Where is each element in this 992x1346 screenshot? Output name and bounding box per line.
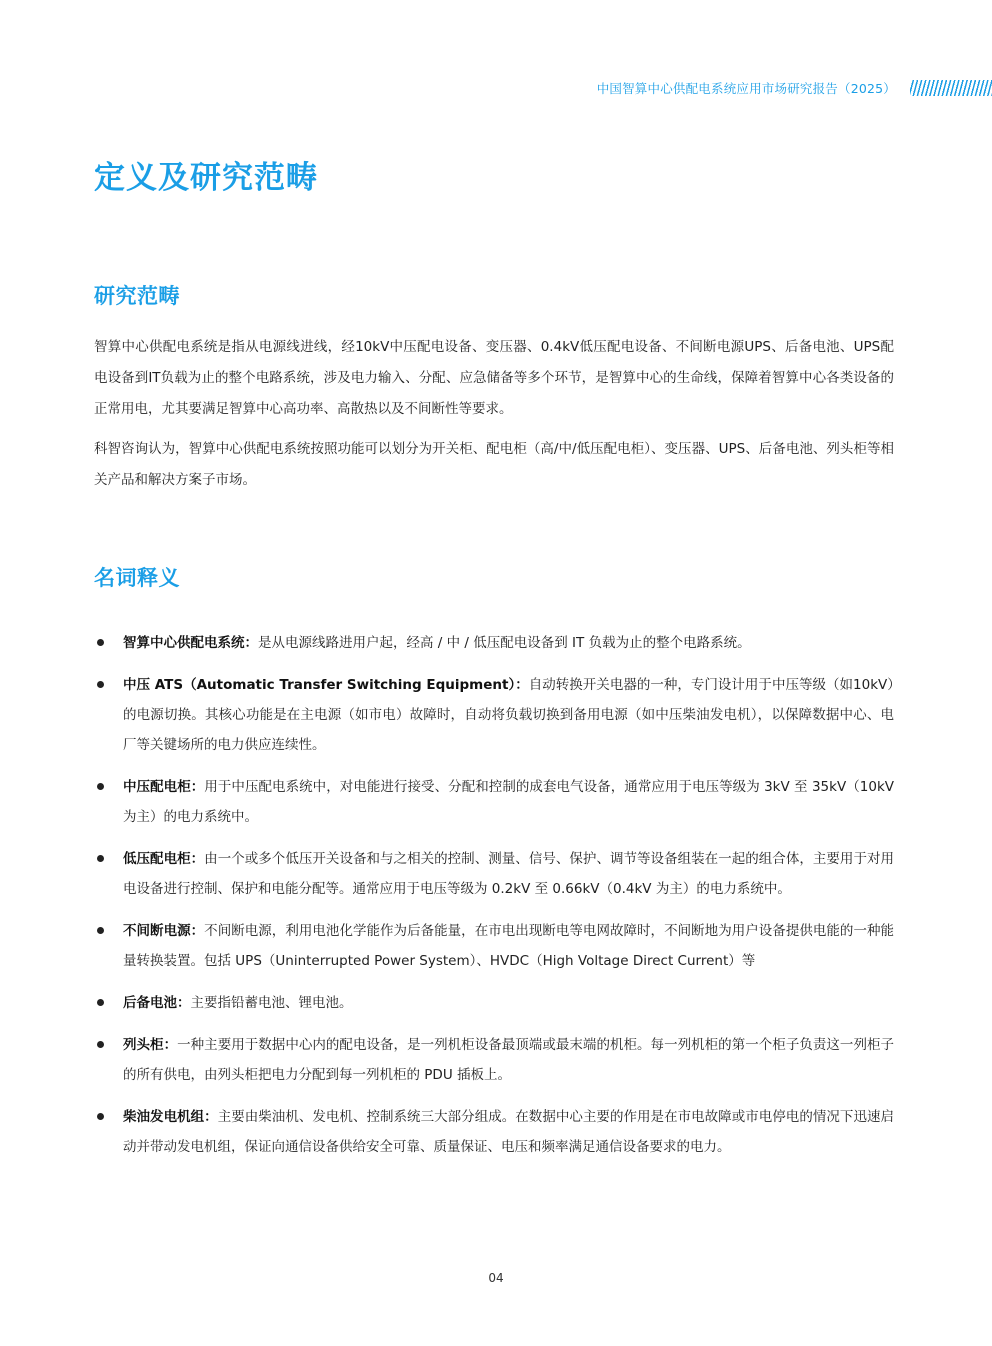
- term-definition: 用于中压配电系统中，对电能进行接受、分配和控制的成套电气设备，通常应用于电压等级为 3kV 至 35kV（10kV 为主）的电力系统中。: [123, 779, 895, 825]
- term-name: 智算中心供配电系统：: [123, 635, 258, 651]
- glossary-item: [94, 988, 894, 1018]
- section-heading-scope: 研究范畴: [94, 284, 180, 308]
- term-name: 列头柜：: [123, 1037, 178, 1053]
- glossary-item: [94, 1030, 894, 1090]
- glossary-item: [94, 772, 894, 832]
- running-header: [597, 78, 992, 98]
- term-name: 中压 ATS（Automatic Transfer Switching Equipment）：: [123, 677, 529, 693]
- section-heading-glossary: 名词释义: [94, 566, 180, 590]
- term-definition: 是从电源线路进用户起，经高 / 中 / 低压配电设备到 IT 负载为止的整个电路系统。: [258, 635, 751, 651]
- term-name: 不间断电源：: [123, 923, 205, 939]
- bullet-icon: [97, 681, 104, 688]
- scope-paragraph-2: 科智咨询认为，智算中心供配电系统按照功能可以划分为开关柜、配电柜（高/中/低压配电柜）、变压器、UPS、后备电池、列头柜等相关产品和解决方案子市场。: [94, 441, 894, 488]
- term-definition: 不间断电源，利用电池化学能作为后备能量，在市电出现断电等电网故障时，不间断地为用户设备提供电能的一种能量转换装置。包括 UPS（Uninterrupted Power System）、HVDC（High Voltage Direct Current）等: [123, 923, 895, 969]
- page-title: 定义及研究范畴: [94, 160, 318, 196]
- bullet-icon: [97, 639, 104, 646]
- term-name: 中压配电柜：: [123, 779, 205, 795]
- bullet-icon: [97, 927, 104, 934]
- bullet-icon: [97, 999, 104, 1006]
- term-name: 后备电池：: [123, 995, 191, 1011]
- bullet-icon: [97, 783, 104, 790]
- glossary-item: [94, 628, 894, 658]
- bullet-icon: [97, 855, 104, 862]
- term-definition: 由一个或多个低压开关设备和与之相关的控制、测量、信号、保护、调节等设备组装在一起的组合体，主要用于对用电设备进行控制、保护和电能分配等。通常应用于电压等级为 0.2kV 至 0.66kV（0.4kV 为主）的电力系统中。: [123, 851, 895, 897]
- glossary-list: [94, 628, 894, 1174]
- bullet-icon: [97, 1041, 104, 1048]
- term-name: 柴油发电机组：: [123, 1109, 218, 1125]
- term-definition: 一种主要用于数据中心内的配电设备，是一列机柜设备最顶端或最末端的机柜。每一列机柜的第一个柜子负责这一列柜子的所有供电，由列头柜把电力分配到每一列机柜的 PDU 插板上。: [123, 1037, 895, 1083]
- term-name: 低压配电柜：: [123, 851, 205, 867]
- glossary-item: [94, 1102, 894, 1162]
- glossary-item: [94, 844, 894, 904]
- term-definition: 主要指铅蓄电池、锂电池。: [190, 995, 353, 1011]
- bullet-icon: [97, 1113, 104, 1120]
- decorative-stripes: [910, 80, 992, 96]
- glossary-item: [94, 670, 894, 760]
- scope-paragraph-1: 智算中心供配电系统是指从电源线进线，经10kV中压配电设备、变压器、0.4kV低压配电设备、不间断电源UPS、后备电池、UPS配电设备到IT负载为止的整个电路系统，涉及电力输入、分配、应急储备等多个环节，是智算中心的生命线，保障着智算中心各类设备的正常用电，尤其要满足智算中心高功率、高散热以及不间断性等要求。: [94, 339, 894, 417]
- term-definition: 自动转换开关电器的一种，专门设计用于中压等级（如10kV）的电源切换。其核心功能是在主电源（如市电）故障时，自动将负载切换到备用电源（如中压柴油发电机），以保障数据中心、电厂等关键场所的电力供应连续性。: [123, 677, 895, 753]
- page-number: 04: [488, 1271, 504, 1285]
- term-definition: 主要由柴油机、发电机、控制系统三大部分组成。在数据中心主要的作用是在市电故障或市电停电的情况下迅速启动并带动发电机组，保证向通信设备供给安全可靠、质量保证、电压和频率满足通信设备要求的电力。: [123, 1109, 894, 1155]
- glossary-item: [94, 916, 894, 976]
- report-title: 中国智算中心供配电系统应用市场研究报告（2025）: [596, 81, 896, 96]
